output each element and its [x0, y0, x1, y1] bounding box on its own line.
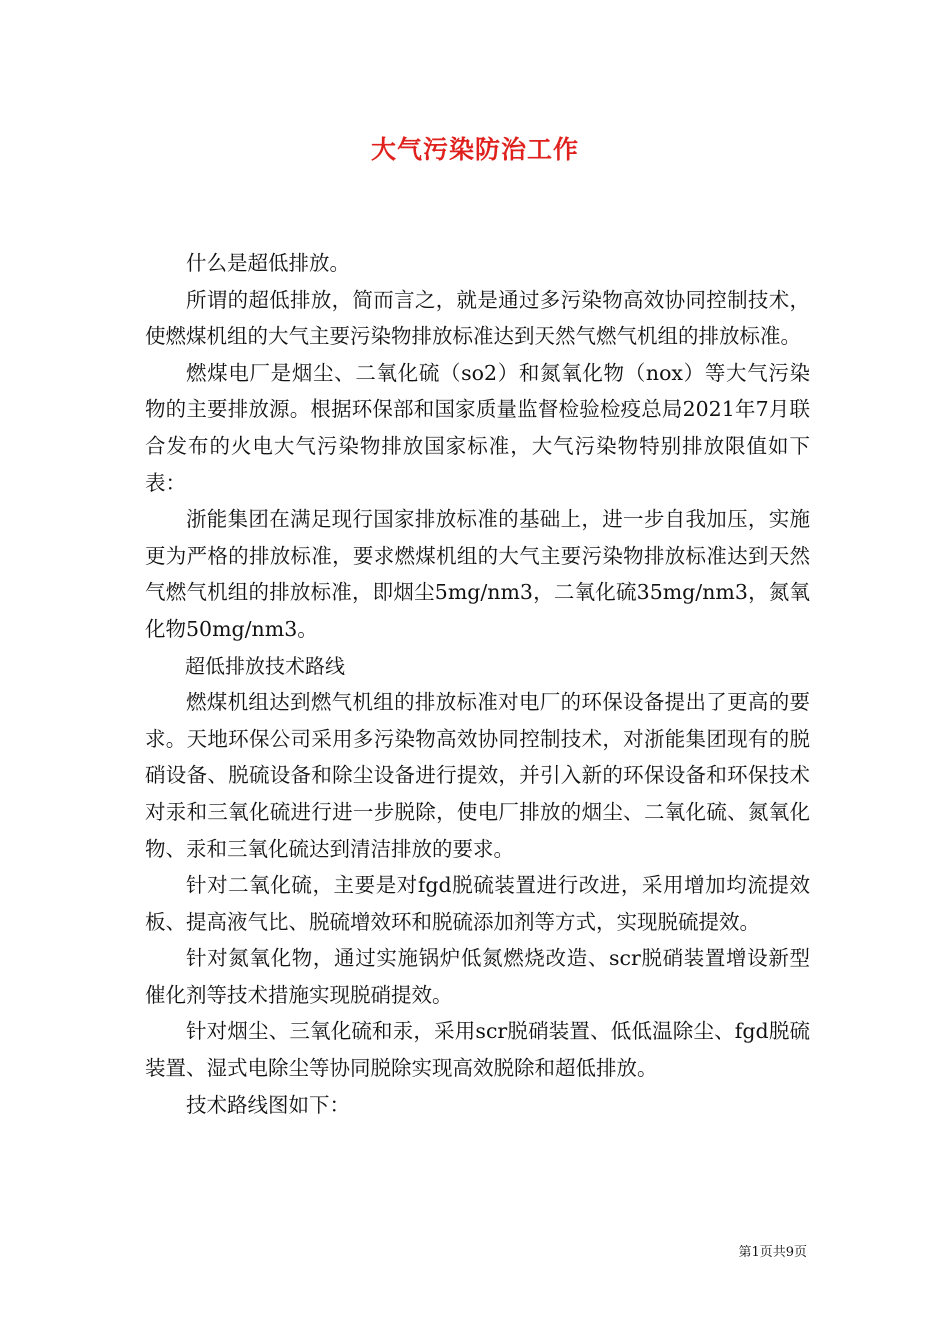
paragraph-route-diagram-intro: 技术路线图如下： — [186, 1092, 350, 1117]
paragraph-definition: 所谓的超低排放，简而言之，就是通过多污染物高效协同控制技术，使燃煤机组的大气主要污染物排放标准达到天然气燃气机组的排放标准。 — [145, 287, 810, 349]
paragraph-nox-measures: 针对氮氧化物，通过实施锅炉低氮燃烧改造、scr脱硝装置增设新型催化剂等技术措施实现脱硝提效。 — [145, 946, 810, 1007]
page-number: 第1页共9页 — [738, 1245, 807, 1260]
paragraph-zheneng-standard: 浙能集团在满足现行国家排放标准的基础上，进一步自我加压，实施更为严格的排放标准，要求燃煤机组的大气主要污染物排放标准达到天然气燃气机组的排放标准，即烟尘5mg/nm3，二氧化硫35mg/nm3，氮氧化物50mg/nm3。 — [145, 507, 810, 641]
paragraph-equipment-requirements: 燃煤机组达到燃气机组的排放标准对电厂的环保设备提出了更高的要求。天地环保公司采用多污染物高效协同控制技术，对浙能集团现有的脱硝设备、脱硫设备和除尘设备进行提效，并引入新的环保设备和环保技术对汞和三氧化硫进行进一步脱除，使电厂排放的烟尘、二氧化硫、氮氧化物、汞和三氧化硫达到清洁排放的要求。 — [145, 690, 810, 861]
paragraph-dust-measures: 针对烟尘、三氧化硫和汞，采用scr脱硝装置、低低温除尘、fgd脱硫装置、湿式电除尘等协同脱除实现高效脱除和超低排放。 — [145, 1019, 810, 1081]
document-title: 大气污染防治工作 — [370, 135, 579, 164]
paragraph-emission-sources: 燃煤电厂是烟尘、二氧化硫（so2）和氮氧化物（nox）等大气污染物的主要排放源。根据环保部和国家质量监督检验检疫总局2021年7月联合发布的火电大气污染物排放国家标准，大气污染物特别排放限值如下表： — [145, 360, 810, 495]
section-heading-tech-route: 超低排放技术路线 — [185, 653, 345, 678]
paragraph-intro-question: 什么是超低排放。 — [186, 251, 350, 275]
paragraph-so2-measures: 针对二氧化硫，主要是对fgd脱硫装置进行改进，采用增加均流提效板、提高液气比、脱硫增效环和脱硫添加剂等方式，实现脱硫提效。 — [145, 873, 810, 934]
document-body — [145, 245, 810, 1123]
